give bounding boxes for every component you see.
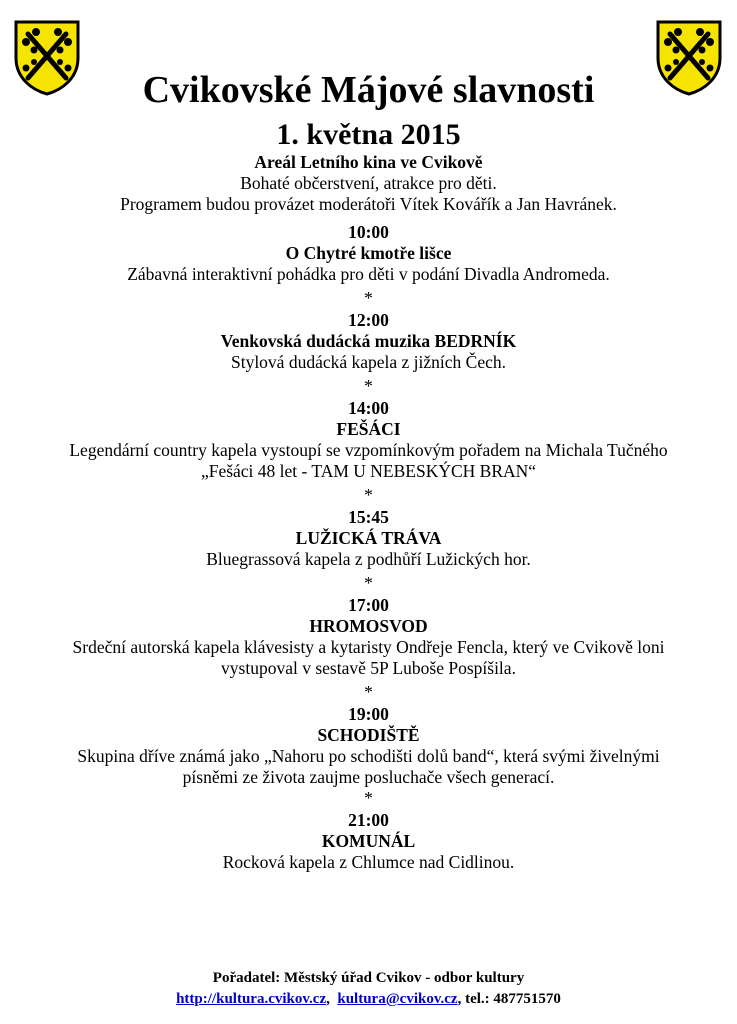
separator: *: [364, 573, 373, 593]
program-item: [0, 507, 737, 570]
program-desc: Srdeční autorská kapela klávesisty a kytaristy Ondřeje Fencla, který ve Cvikově loni: [72, 637, 665, 657]
separator: *: [364, 288, 373, 308]
footer: [0, 968, 737, 1010]
program-time: 21:00: [348, 810, 389, 830]
intro-line-2: Programem budou provázet moderátoři Vítek Kovářík a Jan Havránek.: [120, 194, 617, 214]
program-desc: „Fešáci 48 let - TAM U NEBESKÝCH BRAN“: [200, 461, 537, 481]
website-link[interactable]: http://kultura.cvikov.cz: [176, 991, 327, 1007]
program-time: 19:00: [348, 704, 389, 724]
page-title: Cvikovské Májové slavnosti: [142, 69, 595, 111]
organizer: Pořadatel: Městský úřad Cvikov - odbor kultury: [212, 970, 525, 986]
program-time: 10:00: [348, 222, 389, 242]
separator: *: [364, 682, 373, 702]
separator: *: [364, 788, 373, 808]
program-act: LUŽICKÁ TRÁVA: [295, 528, 442, 548]
program-desc: Rocková kapela z Chlumce nad Cidlinou.: [222, 852, 515, 872]
program-act: O Chytré kmotře lišce: [285, 243, 452, 263]
program-act: SCHODIŠTĚ: [317, 725, 420, 745]
program-desc: Skupina dříve známá jako „Nahoru po schodišti dolů band“, která svými živelnými: [77, 746, 660, 766]
intro-line-1: Bohaté občerstvení, atrakce pro děti.: [240, 173, 497, 193]
program-item: [0, 704, 737, 788]
program-time: 12:00: [348, 310, 389, 330]
program-act: HROMOSVOD: [309, 616, 428, 636]
event-date: 1. května 2015: [276, 118, 461, 151]
email-link[interactable]: kultura@cvikov.cz: [337, 991, 458, 1007]
program-item: [0, 810, 737, 873]
program-item: [0, 222, 737, 285]
program-item: [0, 398, 737, 482]
program-act: Venkovská dudácká muzika BEDRNÍK: [220, 331, 517, 351]
program-desc: Stylová dudácká kapela z jižních Čech.: [230, 352, 507, 372]
program-item: [0, 310, 737, 373]
program-time: 17:00: [348, 595, 389, 615]
phone: , tel.: 487751570: [457, 991, 561, 1007]
program-desc: Bluegrassová kapela z podhůří Lužických hor.: [206, 549, 531, 569]
program-desc: Legendární country kapela vystoupí se vzpomínkovým pořadem na Michala Tučného: [69, 440, 668, 460]
separator: *: [364, 485, 373, 505]
program-desc: vystupoval v sestavě 5P Luboše Pospíšila.: [221, 658, 516, 678]
program-time: 15:45: [348, 507, 389, 527]
program-act: KOMUNÁL: [321, 831, 416, 851]
program-desc: písněmi ze života zaujme posluchače všech generací.: [182, 767, 555, 787]
program-desc: Zábavná interaktivní pohádka pro děti v podání Divadla Andromeda.: [127, 264, 610, 284]
program-act: FEŠÁCI: [336, 419, 401, 439]
venue: Areál Letního kina ve Cvikově: [254, 152, 483, 172]
program-item: [0, 595, 737, 679]
separator: *: [364, 376, 373, 396]
contact-line: [0, 989, 737, 1010]
header: [0, 68, 737, 152]
program: [0, 152, 737, 873]
program-time: 14:00: [348, 398, 389, 418]
contact-separator: ,: [326, 991, 338, 1007]
